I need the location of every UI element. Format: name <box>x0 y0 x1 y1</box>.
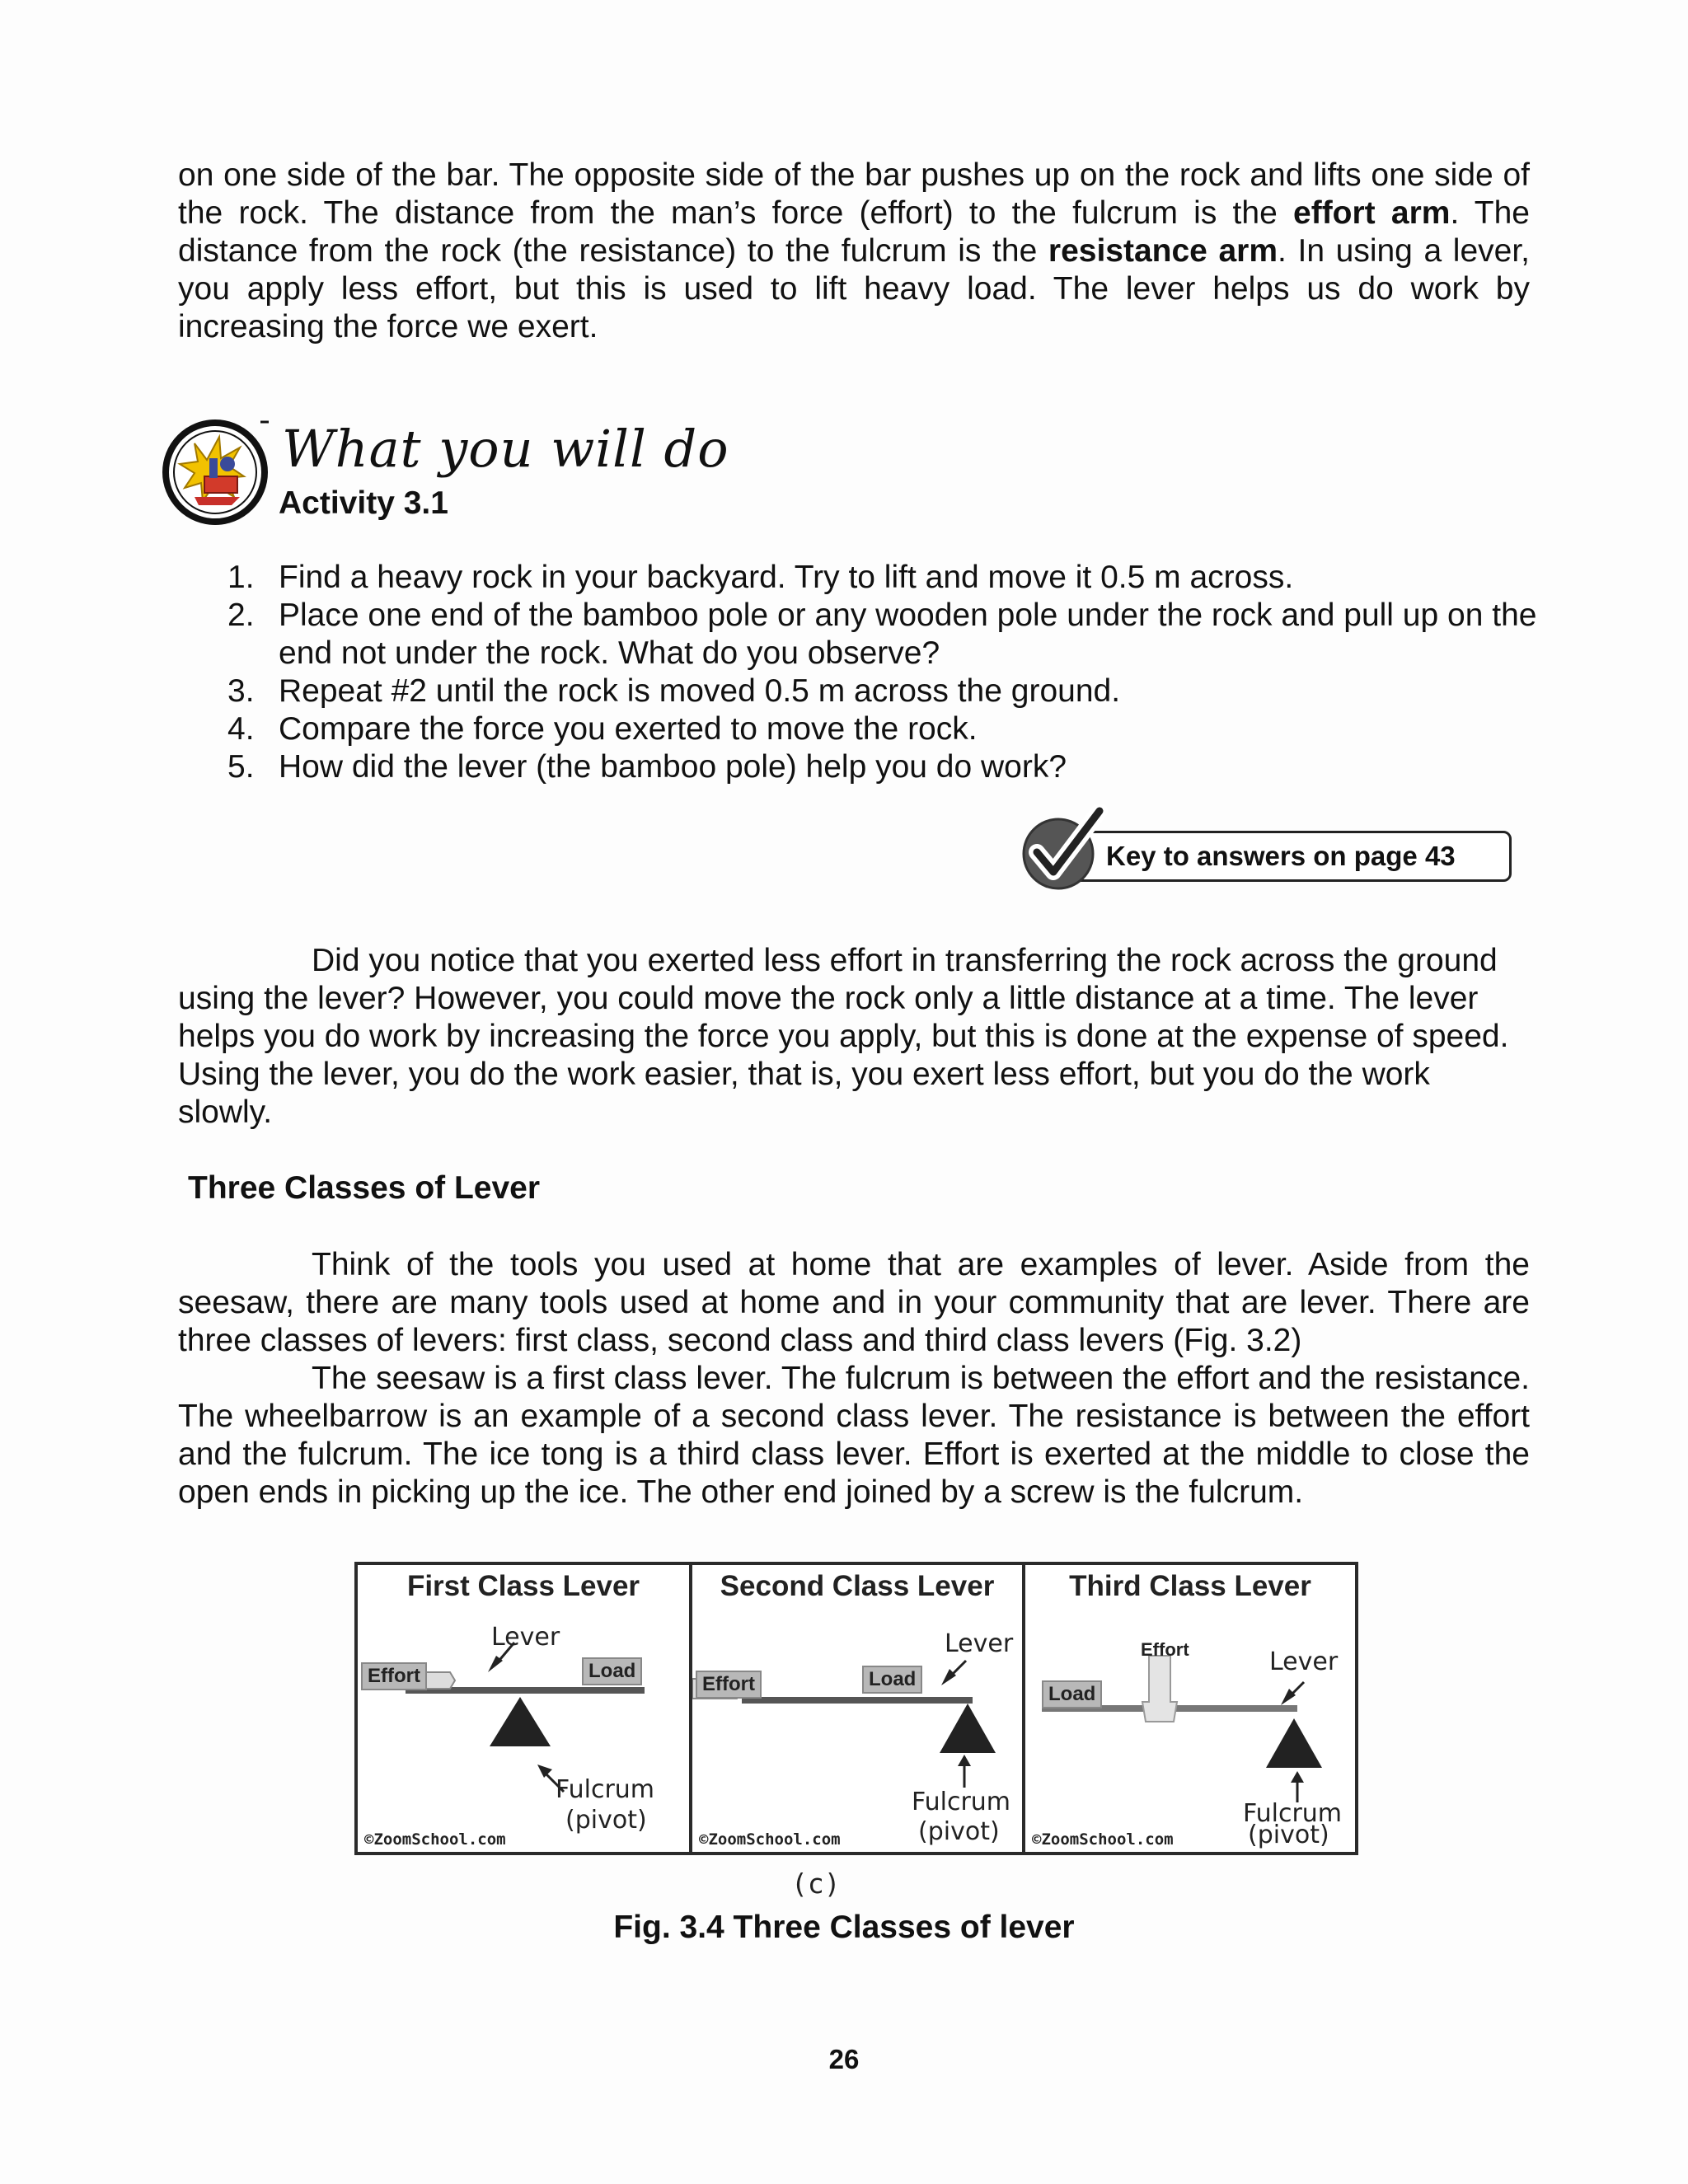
list-item: 1. Find a heavy rock in your backyard. Try to lift and move it 0.5 m across. <box>227 560 1294 595</box>
section-heading: Three Classes of Lever <box>188 1170 541 1206</box>
load-label: Load <box>862 1666 922 1694</box>
checkmark-icon <box>1019 804 1109 895</box>
classes-paragraph-1: Think of the tools you used at home that are examples of lever. Aside from the seesaw, there are many tools used at home and in your community that are lever. There are three classes of levers: first class, second class and third class levers (Fig. 3.2) <box>178 1247 1530 1358</box>
answer-key-callout[interactable] <box>1019 804 1518 895</box>
second-class-panel <box>692 1565 1022 1852</box>
lever-label: Lever <box>491 1623 560 1652</box>
list-item: 4. Compare the force you exerted to move the rock. <box>227 711 978 747</box>
activity-badge-icon <box>162 419 269 526</box>
fulcrum-label: Fulcrum <box>912 1788 1011 1816</box>
copyright-label: ©ZoomSchool.com <box>699 1830 841 1849</box>
page-number: 26 <box>828 2044 860 2074</box>
activity-label: Activity 3.1 <box>279 485 448 521</box>
discussion-paragraph: Did you notice that you exerted less effort in transferring the rock across the ground using the lever? However, you could move the rock only a little distance at a time. The lever helps you do work by increasing the force you apply, but this is done at the expense of speed. Using the lever, you do the work easier, that is, you exert less effort, but you do the work slowly. <box>178 943 1509 1130</box>
term-resistance-arm: resistance arm <box>1048 233 1278 269</box>
term-effort-arm: effort arm <box>1293 195 1451 231</box>
pivot-label: (pivot) <box>918 1817 1000 1846</box>
figure-caption: Fig. 3.4 Three Classes of lever <box>613 1910 1075 1945</box>
third-class-panel <box>1025 1565 1355 1852</box>
first-class-panel <box>358 1565 689 1852</box>
answer-key-text: Key to answers on page 43 <box>1106 841 1456 871</box>
effort-label: Effort <box>696 1671 762 1699</box>
intro-text-1: on one side of the bar. The opposite side of the bar pushes up on the rock and lifts one side of the rock. The distance from the man’s force (effort) to the fulcrum is the <box>178 157 1530 231</box>
fulcrum-label: Fulcrum <box>556 1775 655 1804</box>
activity-section-title: What you will do <box>282 419 729 479</box>
list-item: 2. Place one end of the bamboo pole or any wooden pole under the rock and pull up on the end not under the rock. What do you observe? <box>227 598 1537 671</box>
panel-title: Third Class Lever <box>1069 1570 1311 1602</box>
effort-label: Effort <box>361 1662 427 1690</box>
pivot-label: (pivot) <box>1248 1821 1329 1849</box>
lever-label: Lever <box>1269 1647 1339 1676</box>
pivot-label: (pivot) <box>565 1806 647 1835</box>
copyright-label: ©ZoomSchool.com <box>364 1830 506 1849</box>
effort-label: Effort <box>1141 1639 1189 1660</box>
copyright-label: ©ZoomSchool.com <box>1032 1830 1174 1849</box>
fulcrum-label: Fulcrum <box>1243 1799 1343 1828</box>
intro-text-3: . In using a lever, you apply less effort, but this is used to lift heavy load. The lever helps us do work by increasing the force we exert. <box>178 233 1531 344</box>
classes-paragraph-2: The seesaw is a first class lever. The fulcrum is between the effort and the resistance. The wheelbarrow is an example of a second class lever. The resistance is between the effort and the fulcrum. The ice tong is a third class lever. Effort is exerted at the middle to close the open ends in picking up the ice. The other end joined by a screw is the fulcrum. <box>178 1361 1530 1510</box>
lever-classes-figure <box>354 1562 1358 1855</box>
intro-paragraph <box>178 157 1530 346</box>
panel-title: First Class Lever <box>406 1570 640 1602</box>
intro-text-2: . The distance from the rock (the resistance) to the fulcrum is the <box>178 195 1530 269</box>
figure-sub-label: (c) <box>791 1868 841 1900</box>
activity-steps-list <box>223 559 1541 786</box>
load-label: Load <box>1042 1680 1102 1708</box>
lever-label: Lever <box>945 1629 1014 1658</box>
panel-title: Second Class Lever <box>720 1570 995 1602</box>
load-label: Load <box>582 1657 642 1685</box>
list-item: 3. Repeat #2 until the rock is moved 0.5 m across the ground. <box>227 673 1121 709</box>
list-item: 5. How did the lever (the bamboo pole) help you do work? <box>227 749 1067 785</box>
